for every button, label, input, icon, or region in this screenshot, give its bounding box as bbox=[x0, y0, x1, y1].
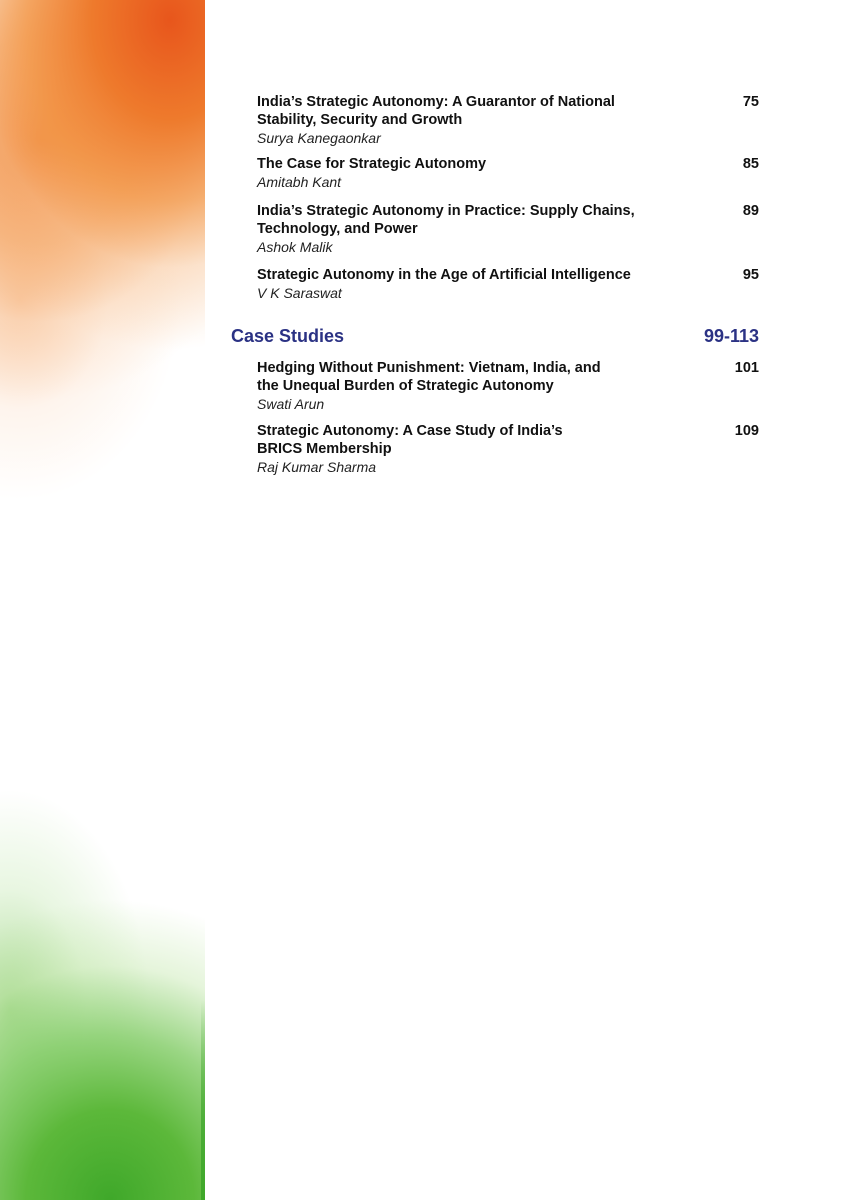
toc-entry-title: India’s Strategic Autonomy in Practice: Supply Chains, Technology, and Power bbox=[257, 203, 635, 237]
toc-entry-author: Swati Arun bbox=[257, 396, 325, 412]
toc-entry-title: Strategic Autonomy in the Age of Artificial Intelligence bbox=[257, 267, 631, 283]
toc-entry-author: Amitabh Kant bbox=[257, 174, 342, 190]
toc-entry-author: Raj Kumar Sharma bbox=[257, 459, 377, 475]
green-band-edge bbox=[201, 1000, 205, 1200]
toc-entry[interactable] bbox=[257, 266, 759, 303]
toc-entry-page: 85 bbox=[742, 156, 759, 172]
decorative-tricolour-band bbox=[0, 0, 205, 1200]
toc-entry[interactable] bbox=[257, 359, 759, 414]
toc-entry-page: 89 bbox=[742, 203, 759, 219]
toc-entry-title: Hedging Without Punishment: Vietnam, India, and the Unequal Burden of Strategic Autonomy bbox=[257, 360, 601, 394]
toc-entry-title: India’s Strategic Autonomy: A Guarantor of National Stability, Security and Growth bbox=[257, 94, 615, 128]
toc-entry-author: Surya Kanegaonkar bbox=[257, 130, 381, 146]
toc-entry[interactable] bbox=[257, 155, 759, 192]
toc-entry-page: 95 bbox=[742, 267, 759, 283]
section-title: Case Studies bbox=[231, 326, 345, 346]
toc-entry-page: 101 bbox=[734, 360, 759, 376]
toc-entry[interactable] bbox=[257, 93, 759, 148]
green-gradient bbox=[0, 0, 205, 1200]
toc-entry[interactable] bbox=[257, 422, 759, 477]
toc-entry-title: Strategic Autonomy: A Case Study of India’s BRICS Membership bbox=[257, 423, 563, 457]
toc-entry-page: 75 bbox=[742, 94, 759, 110]
toc-section-heading[interactable] bbox=[231, 324, 759, 348]
toc-entry-author: Ashok Malik bbox=[257, 239, 333, 255]
toc-entry-title: The Case for Strategic Autonomy bbox=[257, 156, 487, 172]
toc-entry-page: 109 bbox=[734, 423, 759, 439]
toc-entry-author: V K Saraswat bbox=[257, 285, 342, 301]
toc-entry[interactable] bbox=[257, 202, 759, 257]
section-page-range: 99-113 bbox=[703, 326, 759, 346]
